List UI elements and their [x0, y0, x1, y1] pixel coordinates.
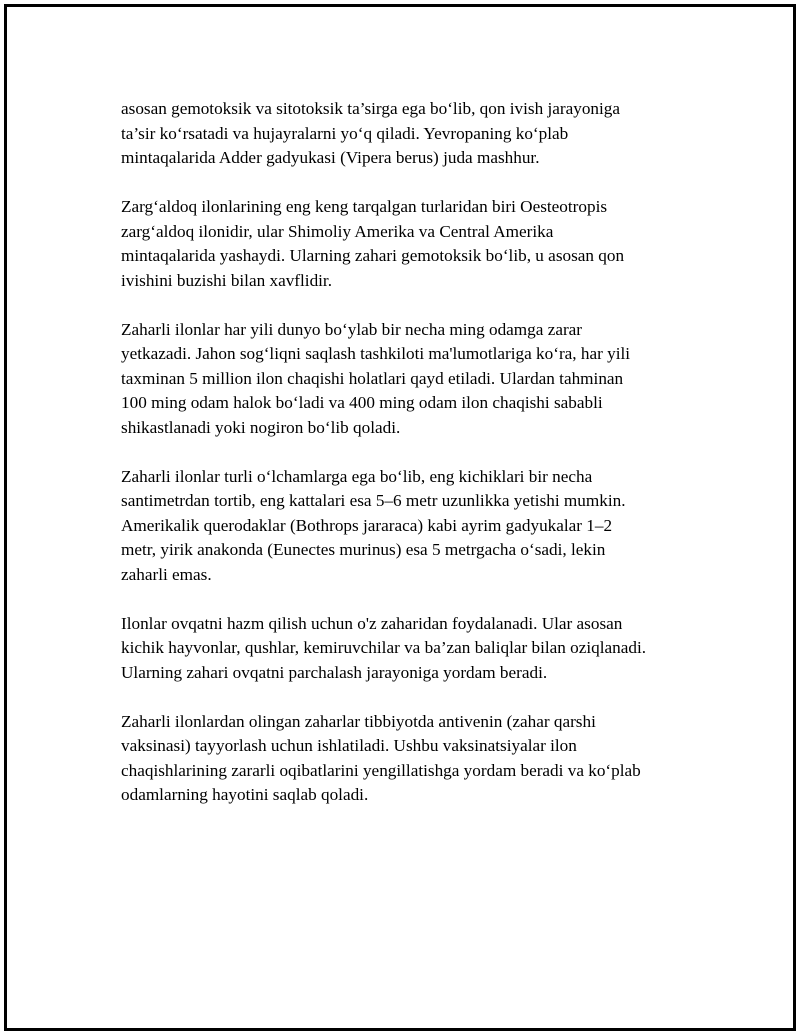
paragraph: Zaharli ilonlardan olingan zaharlar tibbiyotda antivenin (zahar qarshi vaksinasi) tayyorlash uchun ishlatiladi. Ushbu vaksinatsiyalar ilon chaqishlarining zararli oqibatlarini yengillatishga yordam beradi va ko‘plab odamlarning hayotini saqlab qoladi.: [121, 711, 641, 804]
paragraph: Zarg‘aldoq ilonlarining eng keng tarqalgan turlaridan biri Oesteotropis zarg‘aldoq ilonidir, ular Shimoliy Amerika va Central Amerika mintaqalarida yashaydi. Ularning zahari gemotoksik bo‘lib, u asosan qon ivishini buzishi bilan xavflidir.: [121, 197, 625, 290]
paragraph: Ilonlar ovqatni hazm qilish uchun o'z zaharidan foydalanadi. Ular asosan kichik hayvonlar, qushlar, kemiruvchilar va ba’zan baliqlar bilan oziqlanadi. Ularning zahari ovqatni parchalash jarayoniga yordam beradi.: [121, 613, 647, 682]
document-page: [4, 4, 796, 1031]
paragraph: Zaharli ilonlar har yili dunyo bo‘ylab bir necha ming odamga zarar yetkazadi. Jahon sog‘liqni saqlash tashkiloti ma'lumotlariga ko‘ra, har yili taxminan 5 million ilon chaqishi holatlari qayd etiladi. Ulardan tahminan 100 ming odam halok bo‘ladi va 400 ming odam ilon chaqishi sababli shikastlanadi yoki nogiron bo‘lib qoladi.: [121, 319, 631, 437]
paragraph: asosan gemotoksik va sitotoksik ta’sirga ega bo‘lib, qon ivish jarayoniga ta’sir ko‘rsatadi va hujayralarni yo‘q qiladi. Yevropaning ko‘plab mintaqalarida Adder gadyukasi (Vipera berus) juda mashhur.: [121, 99, 620, 167]
paragraph: Zaharli ilonlar turli o‘lchamlarga ega bo‘lib, eng kichiklari bir necha santimetrdan tortib, eng kattalari esa 5–6 metr uzunlikka yetishi mumkin. Amerikalik querodaklar (Bothrops jararaca) kabi ayrim gadyukalar 1–2 metr, yirik anakonda (Eunectes murinus) esa 5 metrgacha o‘sadi, lekin zaharli emas.: [121, 466, 626, 584]
document-body: [121, 97, 701, 832]
